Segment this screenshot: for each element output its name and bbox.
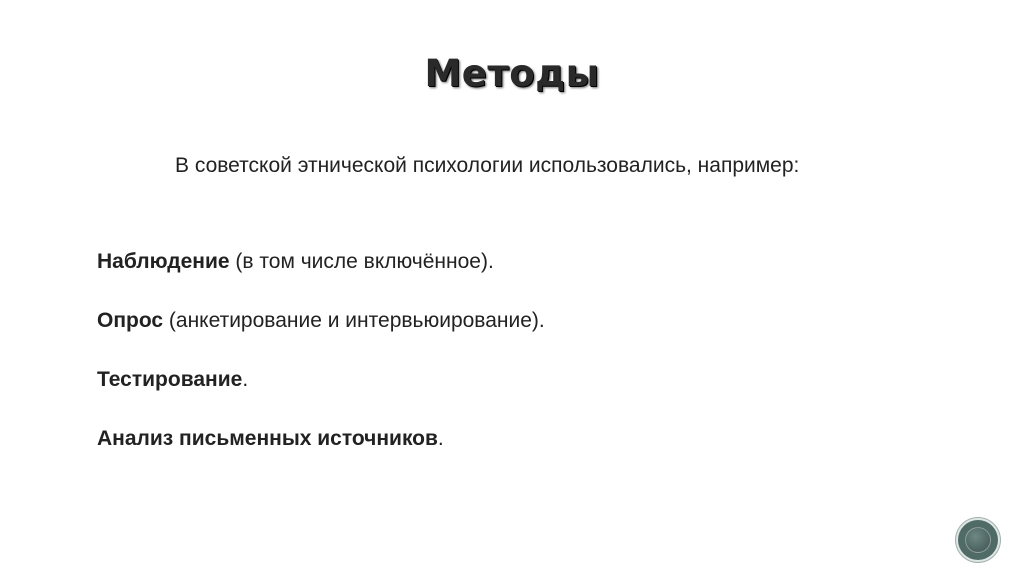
method-note: (в том числе включённое). <box>229 250 494 273</box>
method-name: Анализ письменных источников <box>97 427 438 450</box>
slide-nav-button[interactable] <box>958 520 998 560</box>
method-note: . <box>437 427 444 450</box>
method-item-testing <box>97 368 248 392</box>
slide-title: Методы <box>424 52 600 95</box>
method-note: . <box>242 368 249 391</box>
method-name: Опрос <box>97 309 164 332</box>
method-item-observation <box>97 250 494 274</box>
method-name: Наблюдение <box>97 250 230 273</box>
slide-nav-circle-icon <box>965 527 991 553</box>
method-item-survey <box>97 309 545 333</box>
method-name: Тестирование <box>97 368 243 391</box>
method-item-document-analysis <box>97 427 444 451</box>
intro-paragraph: В советской этнической психологии использовались, например: <box>175 154 800 177</box>
method-note: (анкетирование и интервьюирование). <box>163 309 545 332</box>
